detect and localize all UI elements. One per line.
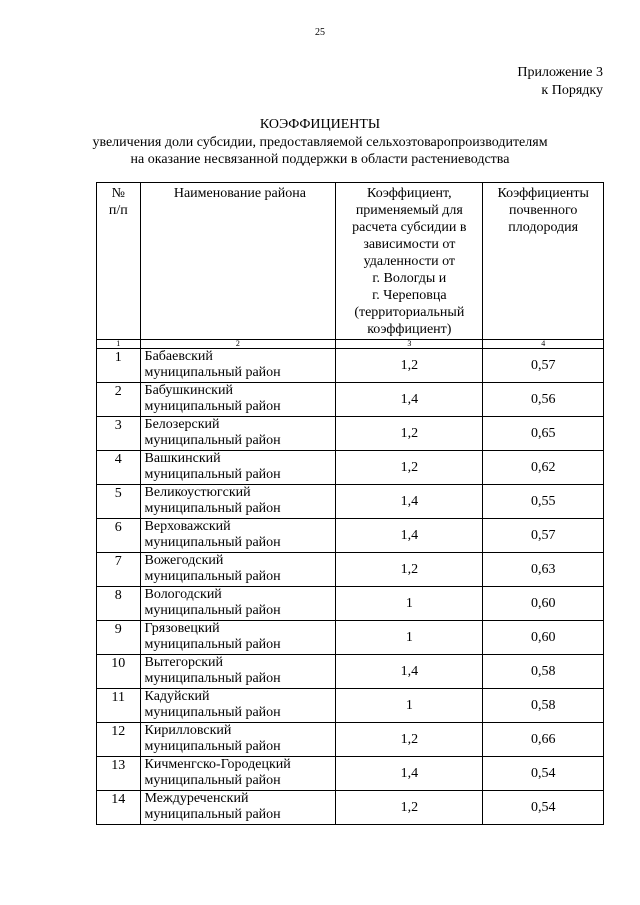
coefficients-table (96, 182, 604, 825)
soil-fertility-coefficient: 0,57 (483, 519, 604, 553)
district-name-line-2: муниципальный район (144, 365, 281, 380)
district-name-line-2: муниципальный район (144, 399, 281, 414)
row-number: 1 (97, 349, 141, 383)
district-name-line-2: муниципальный район (144, 467, 281, 482)
column-number: 3 (336, 340, 483, 349)
district-name-line-1: Кичменгско-Городецкий (144, 757, 291, 772)
territorial-coefficient: 1,2 (336, 417, 483, 451)
table-row (97, 757, 604, 791)
row-number: 10 (97, 655, 141, 689)
row-number: 13 (97, 757, 141, 791)
district-name-line-1: Кадуйский (144, 689, 210, 704)
district-name-line-2: муниципальный район (144, 773, 281, 788)
column-number: 1 (97, 340, 141, 349)
territorial-coefficient: 1 (336, 621, 483, 655)
header-line: № (111, 186, 125, 201)
territorial-coefficient: 1,4 (336, 655, 483, 689)
soil-fertility-coefficient: 0,57 (483, 349, 604, 383)
soil-fertility-coefficient: 0,54 (483, 791, 604, 825)
header-soil-fertility (483, 183, 604, 340)
document-title: КОЭФФИЦИЕНТЫ (259, 117, 381, 132)
header-line: Коэффициент, (367, 186, 452, 201)
district-name-line-1: Белозерский (144, 417, 220, 432)
table-row (97, 621, 604, 655)
table-row (97, 451, 604, 485)
district-name-line-2: муниципальный район (144, 433, 281, 448)
district-name-line-2: муниципальный район (144, 501, 281, 516)
district-name (140, 519, 336, 553)
district-name (140, 451, 336, 485)
district-name-line-1: Вытегорский (144, 655, 224, 670)
table-row (97, 587, 604, 621)
district-name-line-1: Кирилловский (144, 723, 232, 738)
row-number: 12 (97, 723, 141, 757)
table-row (97, 655, 604, 689)
district-name (140, 349, 336, 383)
territorial-coefficient: 1,2 (336, 451, 483, 485)
header-line: плодородия (508, 220, 579, 235)
district-name-line-1: Междуреченский (144, 791, 249, 806)
row-number: 7 (97, 553, 141, 587)
district-name-line-1: Вожегодский (144, 553, 224, 568)
territorial-coefficient: 1,2 (336, 553, 483, 587)
soil-fertility-coefficient: 0,63 (483, 553, 604, 587)
table-row (97, 791, 604, 825)
district-name (140, 553, 336, 587)
district-name-line-1: Бабушкинский (144, 383, 233, 398)
table-row (97, 383, 604, 417)
row-number: 6 (97, 519, 141, 553)
district-name-line-1: Бабаевский (144, 349, 213, 364)
territorial-coefficient: 1,4 (336, 485, 483, 519)
table-header-row (97, 183, 604, 340)
district-name-line-2: муниципальный район (144, 637, 281, 652)
header-line: почвенного (509, 203, 578, 218)
soil-fertility-coefficient: 0,60 (483, 621, 604, 655)
row-number: 4 (97, 451, 141, 485)
header-line: п/п (108, 203, 128, 218)
soil-fertility-coefficient: 0,62 (483, 451, 604, 485)
district-name-line-1: Вашкинский (144, 451, 221, 466)
table-row (97, 723, 604, 757)
header-district-name (140, 183, 336, 340)
district-name (140, 417, 336, 451)
table-row (97, 553, 604, 587)
appendix-reference (517, 64, 603, 100)
page-number: 25 (315, 27, 325, 38)
header-number (97, 183, 141, 340)
district-name-line-1: Грязовецкий (144, 621, 220, 636)
district-name (140, 383, 336, 417)
district-name (140, 689, 336, 723)
header-line: удаленности от (363, 254, 456, 269)
district-name-line-2: муниципальный район (144, 535, 281, 550)
row-number: 2 (97, 383, 141, 417)
territorial-coefficient: 1 (336, 689, 483, 723)
row-number: 14 (97, 791, 141, 825)
district-name (140, 757, 336, 791)
header-line: зависимости от (363, 237, 456, 252)
district-name (140, 587, 336, 621)
district-name-line-2: муниципальный район (144, 739, 281, 754)
district-name-line-2: муниципальный район (144, 807, 281, 822)
appendix-line-1: Приложение 3 (517, 65, 603, 80)
territorial-coefficient: 1,2 (336, 349, 483, 383)
district-name-line-1: Великоустюгский (144, 485, 251, 500)
subtitle-line-1: увеличения доли субсидии, предоставляемой сельхозтоваропроизводителям (92, 135, 548, 150)
soil-fertility-coefficient: 0,58 (483, 689, 604, 723)
appendix-line-2: к Порядку (541, 83, 603, 98)
header-line: применяемый для (355, 203, 463, 218)
soil-fertility-coefficient: 0,65 (483, 417, 604, 451)
column-number: 2 (140, 340, 336, 349)
district-name (140, 723, 336, 757)
header-line: г. Череповца (372, 288, 447, 303)
header-line: расчета субсидии в (352, 220, 467, 235)
soil-fertility-coefficient: 0,60 (483, 587, 604, 621)
header-line: коэффициент) (367, 322, 452, 337)
territorial-coefficient: 1,2 (336, 723, 483, 757)
table-row (97, 349, 604, 383)
table-row (97, 485, 604, 519)
district-name-line-1: Вологодский (144, 587, 222, 602)
table-row (97, 689, 604, 723)
table-row (97, 417, 604, 451)
table-row (97, 519, 604, 553)
district-name (140, 655, 336, 689)
document-subtitle (0, 134, 640, 168)
territorial-coefficient: 1 (336, 587, 483, 621)
territorial-coefficient: 1,4 (336, 383, 483, 417)
row-number: 5 (97, 485, 141, 519)
column-number: 4 (483, 340, 604, 349)
soil-fertility-coefficient: 0,58 (483, 655, 604, 689)
district-name-line-2: муниципальный район (144, 705, 281, 720)
district-name-line-2: муниципальный район (144, 603, 281, 618)
header-territorial-coefficient (336, 183, 483, 340)
district-name-line-2: муниципальный район (144, 671, 281, 686)
district-name (140, 791, 336, 825)
row-number: 11 (97, 689, 141, 723)
subtitle-line-2: на оказание несвязанной поддержки в области растениеводства (130, 152, 510, 167)
soil-fertility-coefficient: 0,55 (483, 485, 604, 519)
header-line: г. Вологды и (372, 271, 447, 286)
district-name-line-1: Верховажский (144, 519, 231, 534)
territorial-coefficient: 1,2 (336, 791, 483, 825)
row-number: 9 (97, 621, 141, 655)
territorial-coefficient: 1,4 (336, 519, 483, 553)
district-name-line-2: муниципальный район (144, 569, 281, 584)
header-line: (территориальный (354, 305, 465, 320)
district-name (140, 621, 336, 655)
header-line: Наименование района (173, 186, 306, 201)
row-number: 3 (97, 417, 141, 451)
soil-fertility-coefficient: 0,56 (483, 383, 604, 417)
soil-fertility-coefficient: 0,66 (483, 723, 604, 757)
column-numbers-row (97, 340, 604, 349)
soil-fertility-coefficient: 0,54 (483, 757, 604, 791)
header-line: Коэффициенты (497, 186, 589, 201)
district-name (140, 485, 336, 519)
row-number: 8 (97, 587, 141, 621)
territorial-coefficient: 1,4 (336, 757, 483, 791)
